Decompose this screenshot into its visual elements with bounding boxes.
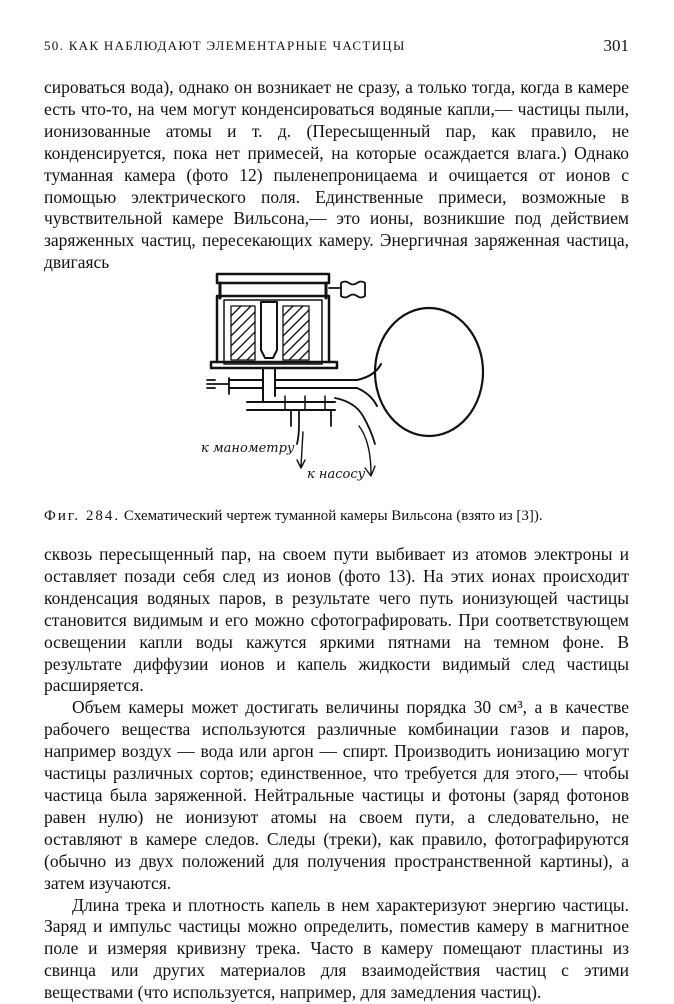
wilson-chamber-diagram bbox=[185, 266, 505, 496]
figure-wilson-chamber bbox=[185, 266, 505, 496]
page-number: 301 bbox=[604, 36, 630, 56]
manometer-pipe bbox=[291, 410, 299, 444]
paragraph: Объем камеры может достигать величины порядка 30 см³, а в качестве рабочего вещества используются различные комбинации газов и паров, например воздух — вода или аргон — спирт. Производить ионизацию могут частицы различных сортов; единственное, что требуется для этого,— чтобы частица была заряженной. Нейтральные частицы и фотоны (заряд фотонов равен нулю) не ионизуют атомы на своем пути, а следовательно, не оставляют в камере следов. Следы (треки), как правило, фотографируются (обычно из двух положений для получения пространственной картины), а затем изучаются. bbox=[44, 697, 629, 894]
sphere-neck bbox=[357, 364, 381, 406]
paragraph: Длина трека и плотность капель в нем характеризуют энергию частицы. Заряд и импульс частицы можно определить, поместив камеру в магнитное поле и измеряя кривизну трека. Часто в камеру помещают пластины из свинца или других материалов для взаимодействия частиц с этими веществами (что используется, например, для замедления частиц). bbox=[44, 895, 629, 1004]
paragraph: сквозь пересыщенный пар, на своем пути выбивает из атомов электроны и оставляет позади себя след из ионов (фото 13). На этих ионах происходит конденсация водяных паров, в результате чего путь ионизующей частицы становится видимым и его можно сфотографировать. При соответствующем освещении капли воды кажутся яркими пятнами на темном фоне. В результате диффузии ионов и капель жидкости видимый след частицы расширяется. bbox=[44, 544, 629, 697]
running-title: 50. КАК НАБЛЮДАЮТ ЭЛЕМЕНТАРНЫЕ ЧАСТИЦЫ bbox=[44, 38, 406, 54]
label-manometer: к манометру bbox=[201, 441, 295, 456]
paragraph: сироваться вода), однако он возникает не сразу, а только тогда, когда в камере есть что-то, на чем могут конденсироваться водяные капли,— частицы пыли, ионизованные атомы и т. д. (Пересыщенный пар, как правило, не конденсируется, пока нет примесей, на которые осаждается влага.) Однако туманная камера (фото 12) пыленепроницаема и очищается от ионов с помощью электрического поля. Единственные примеси, возможные в чувствительной камере Вильсона,— это ионы, возникшие под действием заряженных частиц, пересекающих камеру. Энергичная заряженная частица, двигаясь bbox=[44, 77, 629, 274]
left-valve bbox=[207, 378, 229, 394]
caption-prefix: Фиг. 284. bbox=[44, 508, 120, 524]
base-plate bbox=[211, 362, 337, 368]
text-block-bottom bbox=[44, 544, 629, 1004]
piston bbox=[261, 302, 277, 358]
pump-pipe bbox=[331, 398, 375, 444]
text-block-top bbox=[44, 77, 629, 274]
manifold bbox=[229, 380, 357, 388]
lower-manifold bbox=[247, 388, 335, 410]
top-plate bbox=[217, 274, 329, 283]
caption-text: Схематический чертеж туманной камеры Вильсона (взято из [3]). bbox=[124, 508, 543, 524]
running-head bbox=[44, 36, 629, 58]
figure-caption bbox=[44, 508, 629, 525]
side-fitting bbox=[329, 282, 365, 298]
hatched-block-left bbox=[231, 306, 255, 360]
label-pump: к насосу bbox=[307, 467, 366, 482]
hatched-block-right bbox=[283, 306, 309, 360]
vacuum-vessel bbox=[375, 308, 483, 436]
center-pipe bbox=[263, 368, 275, 388]
